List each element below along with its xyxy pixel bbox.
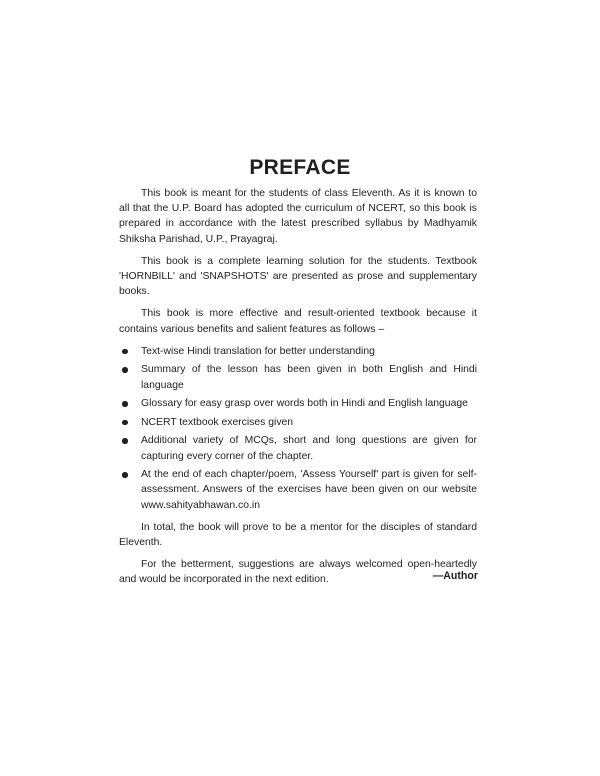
bullet-icon — [122, 367, 128, 373]
intro-paragraph: This book is a complete learning solution for the students. Textbook 'HORNBILL' and 'SNAPSHOTS' are presented as prose and supplementary books. — [119, 255, 477, 298]
feature-text: Additional variety of MCQs, short and long questions are given for capturing every corner of the chapter. — [141, 435, 477, 462]
author-signature: —Author — [432, 570, 478, 582]
preface-body — [119, 186, 477, 595]
feature-text: Text-wise Hindi translation for better understanding — [141, 345, 375, 357]
bullet-icon — [122, 401, 128, 407]
intro-paragraph: This book is meant for the students of class Eleventh. As it is known to all that the U.P. Board has adopted the curriculum of NCERT, so this book is prepared in accordance with the latest prescribed syllabus by Madhyamik Shiksha Parishad, U.P., Prayagraj. — [119, 188, 477, 245]
feature-list-item — [119, 362, 477, 392]
closing-paragraph: In total, the book will prove to be a mentor for the disciples of standard Eleventh. — [119, 521, 477, 549]
feature-list-item — [119, 467, 477, 513]
feature-text: Summary of the lesson has been given in both English and Hindi language — [141, 364, 477, 391]
bullet-icon — [122, 349, 128, 355]
feature-text: NCERT textbook exercises given — [141, 416, 294, 428]
feature-list-item — [119, 433, 477, 463]
page-title: PREFACE — [249, 156, 351, 180]
bullet-icon — [122, 420, 128, 426]
bullet-icon — [122, 438, 128, 444]
bullet-icon — [122, 472, 128, 478]
intro-paragraph: This book is more effective and result-oriented textbook because it contains various benefits and salient features as follows – — [119, 308, 477, 335]
feature-list-item — [119, 344, 477, 359]
feature-list-item — [119, 396, 477, 411]
feature-list-item — [119, 415, 477, 430]
closing-paragraph: For the betterment, suggestions are always welcomed open-heartedly and would be incorporated in the next edition. — [119, 559, 477, 586]
features-list — [119, 344, 477, 513]
feature-text: Glossary for easy grasp over words both in Hindi and English language — [141, 398, 468, 410]
feature-text: At the end of each chapter/poem, 'Assess Yourself' part is given for self-assessment. Answers of the exercises have been given on our website www.sahityabhawan.co.in — [141, 469, 477, 511]
